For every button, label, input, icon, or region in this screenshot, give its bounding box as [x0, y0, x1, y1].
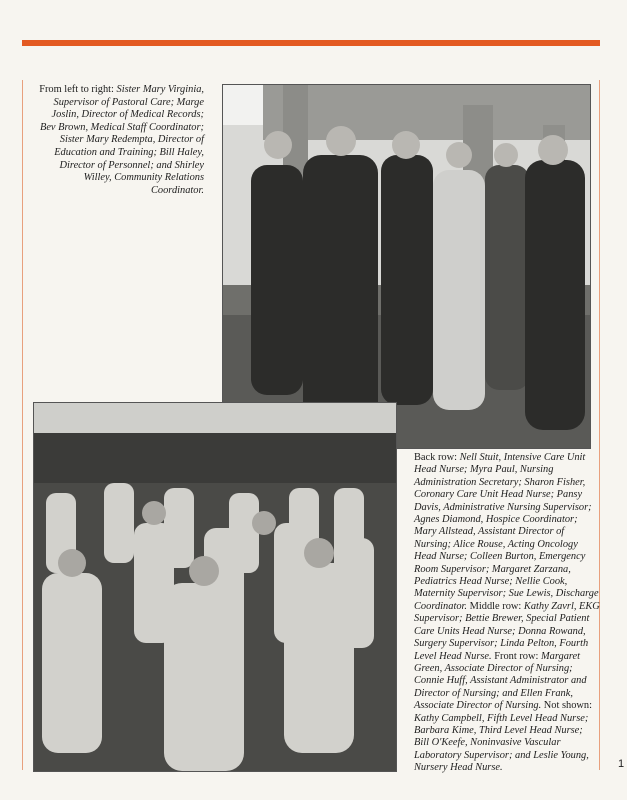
page-number: 1 [618, 758, 625, 770]
front-row-label: Front row: [494, 650, 541, 662]
photo-administrative-staff [222, 84, 591, 449]
back-row-names: Nell Stuit, Intensive Care Unit Head Nurse; Myra Paul, Nursing Administration Secretary; Sharon Fisher, Coronary Care Unit Head Nurse; Pansy Davis, Administrative Nursing Supervisor; Agnes Diamond, Hospice Coordinator; Mary Allstead, Assistant Director of Nursing; Alice Rouse, Acting Oncology Head Nurse; Colleen Burton, Emergency Room Supervisor; Margaret Zarzana, Pediatrics Head Nurse; Nellie Cook, Maternity Supervisor; Sue Lewis, Discharge Coordinator. [414, 452, 599, 612]
photo-caption-staff [34, 84, 204, 197]
middle-row-names: Kathy Zavrl, EKG Supervisor; Bettie Brewer, Special Patient Care Units Head Nurse; Donna Rowand, Surgery Supervisor; Linda Pelton, Fourth Level Head Nurse. [414, 600, 600, 662]
not-shown-names: Kathy Campbell, Fifth Level Head Nurse; Barbara Kime, Third Level Head Nurse; Bill O'Keefe, Noninvasive Vascular Laboratory Supervisor; and Leslie Young, Nursery Head Nurse. [414, 712, 589, 774]
not-shown-label: Not shown: [543, 700, 592, 712]
back-row-label: Back row: [414, 452, 460, 463]
front-row-names: Margaret Green, Associate Director of Nursing; Connie Huff, Assistant Administrator and Director of Nursing; and Ellen Frank, Associate Director of Nursing. [414, 650, 587, 712]
photo-caption-nursing [414, 452, 600, 775]
caption-names: Sister Mary Virginia, Supervisor of Pastoral Care; Marge Joslin, Director of Medical Records; Bev Brown, Medical Staff Coordinator; Sister Mary Redempta, Director of Education and Training; Bill Haley, Director of Personnel; and Shirley Willey, Community Relations Coordinator. [39, 84, 204, 196]
middle-row-label: Middle row: [469, 600, 524, 612]
photo-nursing-staff [33, 402, 397, 772]
top-accent-rule [22, 40, 600, 46]
left-margin-rule [22, 80, 23, 770]
caption-lead: From left to right: [39, 84, 117, 95]
